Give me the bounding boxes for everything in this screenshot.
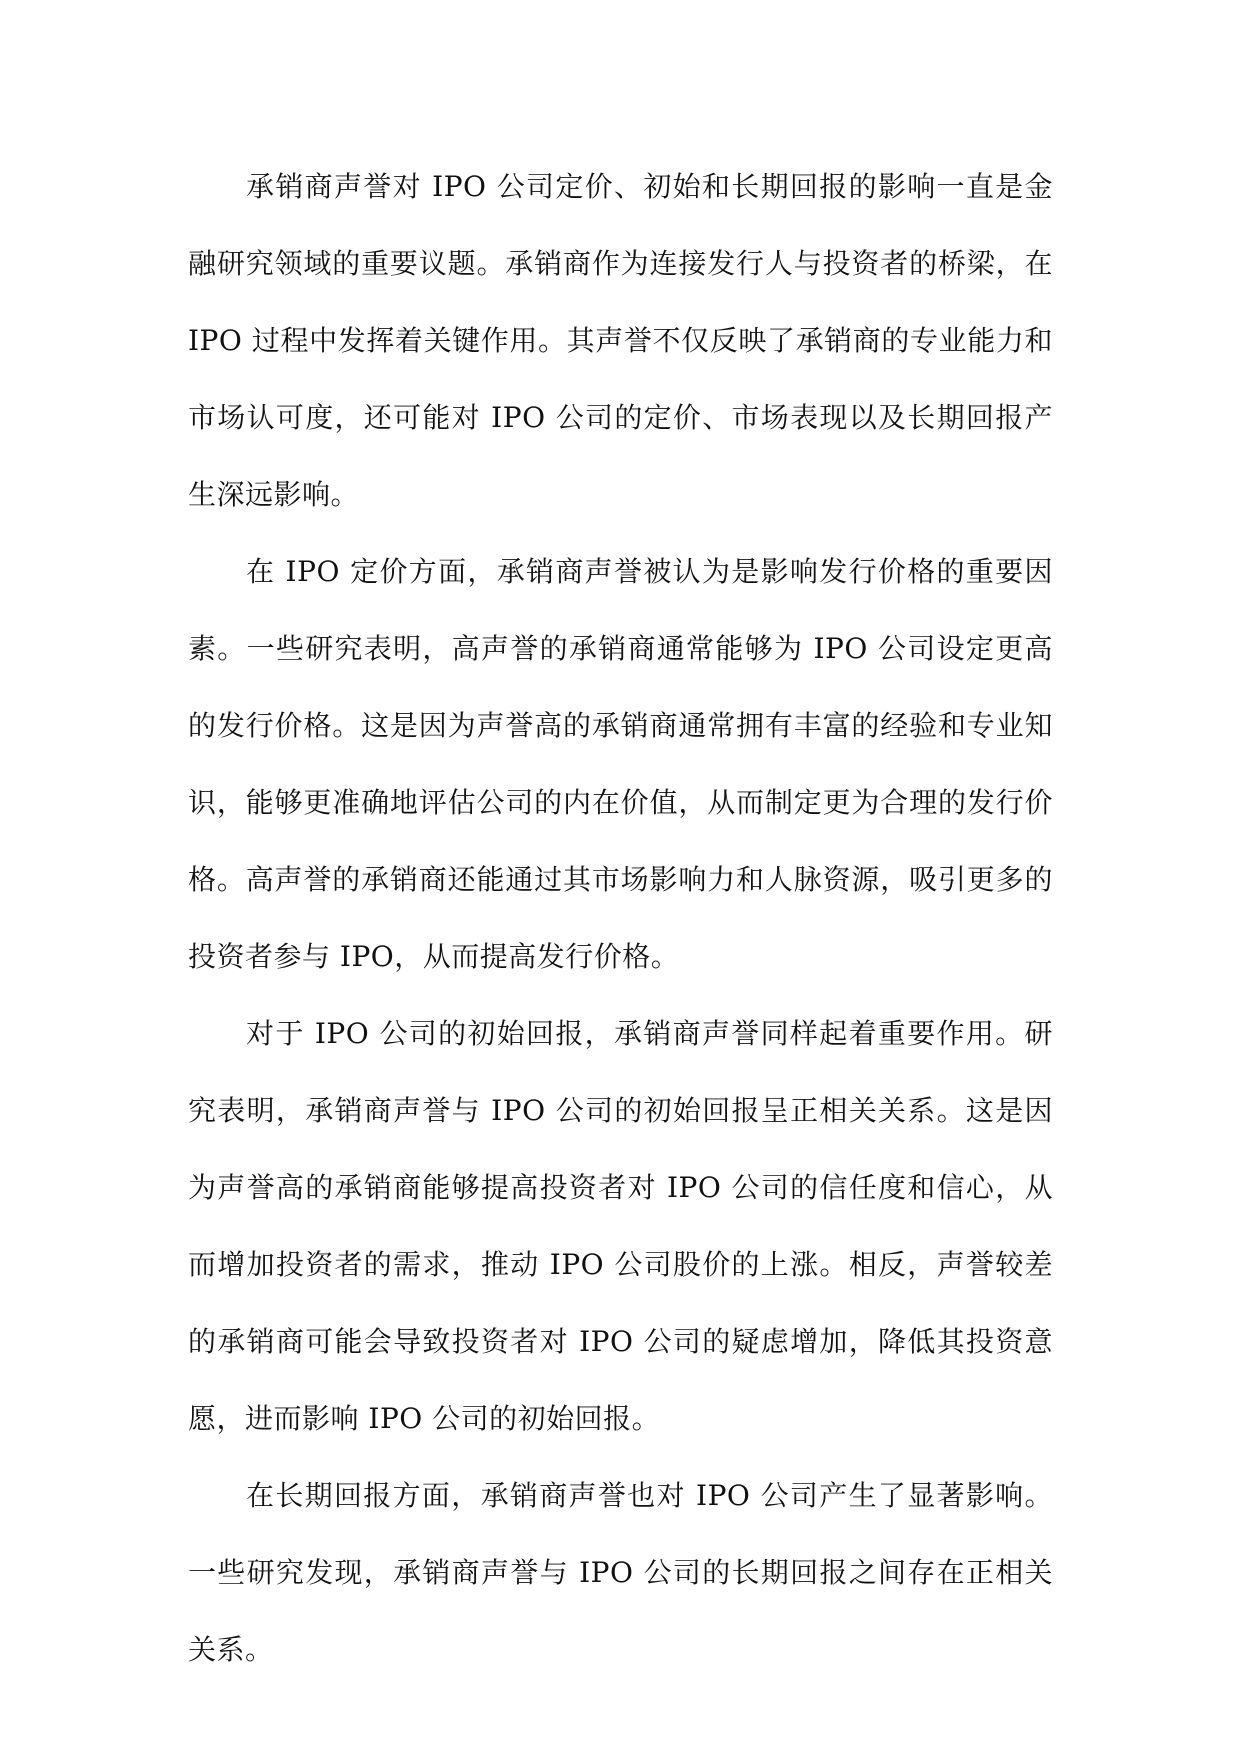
paragraph-4: 在长期回报方面，承销商声誉也对 IPO 公司产生了显著影响。一些研究发现，承销商声誉与 IPO 公司的长期回报之间存在正相关关系。 xyxy=(188,1479,1053,1666)
body-text xyxy=(188,148,1053,1688)
paragraph-3: 对于 IPO 公司的初始回报，承销商声誉同样起着重要作用。研究表明，承销商声誉与 IPO 公司的初始回报呈正相关关系。这是因为声誉高的承销商能够提高投资者对 IPO 公司的信任度和信心，从而增加投资者的需求，推动 IPO 公司股价的上涨。相反，声誉较差的承销商可能会导致投资者对 IPO 公司的疑虑增加，降低其投资意愿，进而影响 IPO 公司的初始回报。 xyxy=(188,1017,1053,1435)
paragraph-1: 承销商声誉对 IPO 公司定价、初始和长期回报的影响一直是金融研究领域的重要议题。承销商作为连接发行人与投资者的桥梁，在 IPO 过程中发挥着关键作用。其声誉不仅反映了承销商的专业能力和市场认可度，还可能对 IPO 公司的定价、市场表现以及长期回报产生深远影响。 xyxy=(188,170,1053,511)
paragraph-2: 在 IPO 定价方面，承销商声誉被认为是影响发行价格的重要因素。一些研究表明，高声誉的承销商通常能够为 IPO 公司设定更高的发行价格。这是因为声誉高的承销商通常拥有丰富的经验和专业知识，能够更准确地评估公司的内在价值，从而制定更为合理的发行价格。高声誉的承销商还能通过其市场影响力和人脉资源，吸引更多的投资者参与 IPO，从而提高发行价格。 xyxy=(188,555,1053,973)
